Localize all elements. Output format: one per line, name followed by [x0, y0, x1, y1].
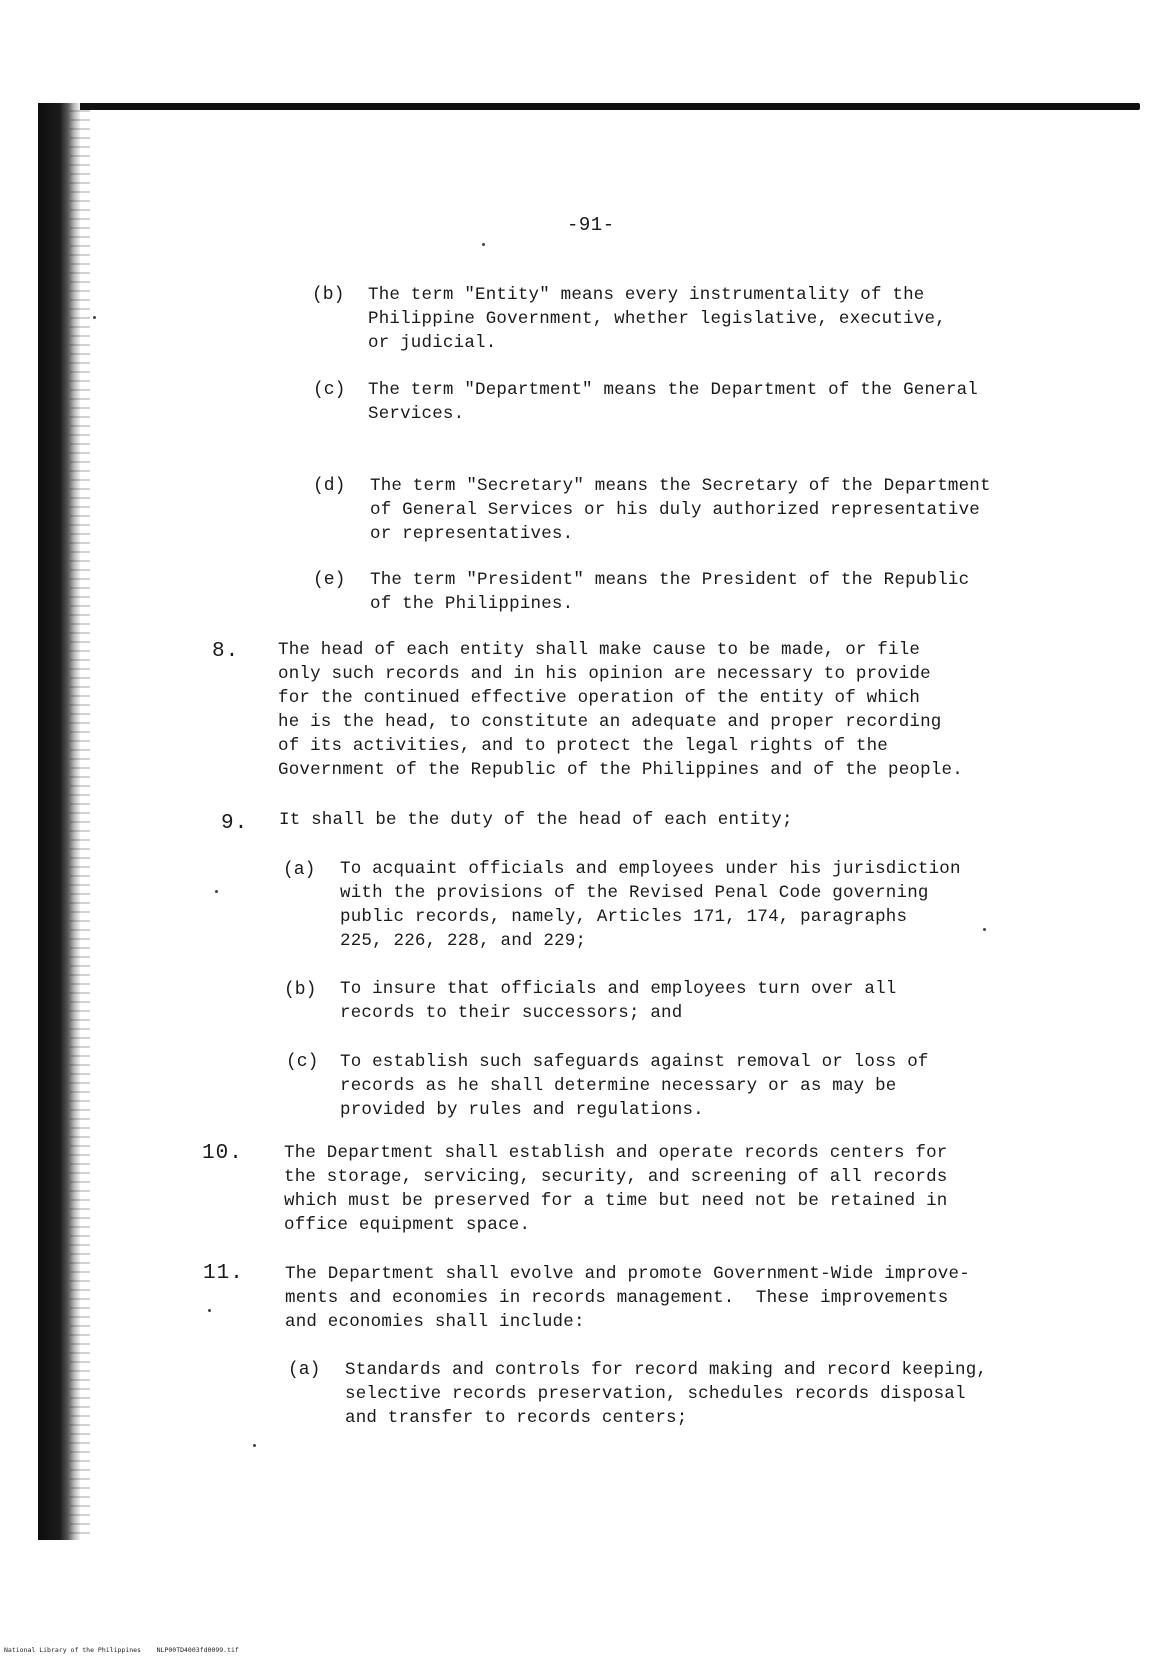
text-line: The term "President" means the President of the Republic	[370, 570, 970, 590]
scan-speck	[983, 928, 986, 931]
text-line: To establish such safeguards against removal or loss of	[340, 1052, 929, 1072]
section-9-item-c-marker: (c)	[286, 1052, 319, 1072]
scan-edge-texture	[70, 110, 90, 1535]
text-line: It shall be the duty of the head of each entity;	[279, 810, 793, 830]
scan-speck	[482, 243, 485, 246]
text-line: selective records preservation, schedules records disposal	[345, 1384, 966, 1404]
item-b-marker: (b)	[312, 285, 345, 305]
text-line: To insure that officials and employees turn over all	[340, 979, 897, 999]
scan-footer	[4, 1646, 239, 1654]
text-line: Philippine Government, whether legislative, executive,	[368, 309, 946, 329]
text-line: and economies shall include:	[285, 1312, 585, 1332]
section-9-item-a-marker: (a)	[283, 860, 316, 880]
text-line: records to their successors; and	[340, 1003, 683, 1023]
text-line: only such records and in his opinion are necessary to provide	[278, 664, 931, 684]
text-line: The Department shall evolve and promote Government-Wide improve-	[285, 1264, 970, 1284]
text-line: Government of the Republic of the Philippines and of the people.	[278, 760, 963, 780]
section-10-number: 10.	[202, 1142, 243, 1165]
item-e-text	[370, 568, 969, 616]
section-9-text	[279, 808, 793, 832]
section-9-item-b-marker: (b)	[284, 980, 317, 1000]
text-line: Standards and controls for record making and record keeping,	[345, 1360, 988, 1380]
section-11-text	[285, 1262, 970, 1334]
item-d-text	[370, 474, 991, 546]
text-line: of the Philippines.	[370, 594, 574, 614]
page-number: -91-	[567, 214, 615, 236]
text-line: office equipment space.	[284, 1215, 531, 1235]
text-line: for the continued effective operation of the entity of which	[278, 688, 921, 708]
footer-library: National Library of the Philippines	[4, 1646, 141, 1654]
text-line: To acquaint officials and employees under his jurisdiction	[340, 859, 961, 879]
text-line: the storage, servicing, security, and screening of all records	[284, 1167, 948, 1187]
section-8-number: 8.	[212, 640, 240, 663]
text-line: The term "Department" means the Department of the General	[368, 380, 978, 400]
section-9-item-a-text	[340, 857, 961, 953]
footer-file-id: NLP00TD4003fd0099.tif	[156, 1646, 239, 1654]
text-line: ments and economies in records management. These improvements	[285, 1288, 949, 1308]
scan-speck	[215, 890, 218, 893]
text-line: The head of each entity shall make cause to be made, or file	[278, 640, 921, 660]
text-line: and transfer to records centers;	[345, 1408, 688, 1428]
item-e-marker: (e)	[313, 570, 346, 590]
text-line: of General Services or his duly authorized representative	[370, 500, 980, 520]
text-line: 225, 226, 228, and 229;	[340, 931, 587, 951]
text-line: public records, namely, Articles 171, 174, paragraphs	[340, 907, 908, 927]
text-line: Services.	[368, 404, 465, 424]
item-d-marker: (d)	[313, 476, 346, 496]
scan-speck	[93, 316, 96, 319]
text-line: of its activities, and to protect the legal rights of the	[278, 736, 888, 756]
text-line: which must be preserved for a time but need not be retained in	[284, 1191, 948, 1211]
scan-speck	[253, 1444, 256, 1447]
text-line: records as he shall determine necessary or as may be	[340, 1076, 897, 1096]
text-line: provided by rules and regulations.	[340, 1100, 704, 1120]
text-line: or representatives.	[370, 524, 574, 544]
item-b-text	[368, 283, 946, 355]
section-11-number: 11.	[203, 1262, 244, 1285]
text-line: he is the head, to constitute an adequate and proper recording	[278, 712, 942, 732]
text-line: The Department shall establish and operate records centers for	[284, 1143, 948, 1163]
text-line: with the provisions of the Revised Penal Code governing	[340, 883, 929, 903]
item-c-text	[368, 378, 978, 426]
section-11-item-a-text	[345, 1358, 987, 1430]
section-9-item-c-text	[340, 1050, 929, 1122]
section-11-item-a-marker: (a)	[288, 1360, 321, 1380]
text-line: or judicial.	[368, 333, 497, 353]
section-10-text	[284, 1141, 948, 1237]
section-8-text	[278, 638, 963, 782]
text-line: The term "Entity" means every instrumentality of the	[368, 285, 925, 305]
scan-speck	[208, 1309, 211, 1312]
section-9-number: 9.	[221, 812, 249, 835]
section-9-item-b-text	[340, 977, 897, 1025]
item-c-marker: (c)	[313, 380, 346, 400]
text-line: The term "Secretary" means the Secretary of the Department	[370, 476, 991, 496]
scan-top-edge	[38, 103, 1140, 110]
